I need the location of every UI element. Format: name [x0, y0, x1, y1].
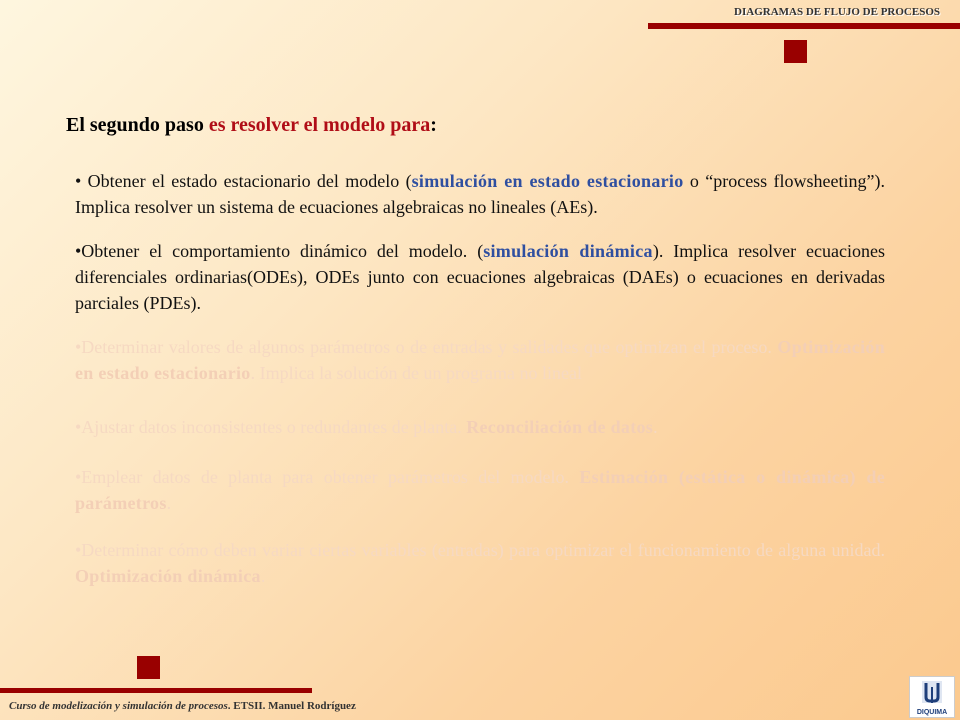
- bullet-text: •Determinar valores de algunos parámetros o de entradas y salidades que optimizan el proceso.: [75, 337, 778, 357]
- bullet-text: o “process flowsheeting”). Implica resolver un sistema de ecuaciones algebraicas no lineales (AEs).: [75, 171, 885, 217]
- bullet-dynamic: [75, 238, 885, 316]
- decorative-square-bottom: [137, 656, 160, 679]
- bullet-term: Reconciliación de datos: [466, 417, 654, 437]
- bullet-text: ). Implica resolver ecuaciones diferenciales ordinarias(ODEs), ODEs junto con ecuaciones algebraicas (DAEs) o ecuaciones en derivadas parciales (PDEs).: [75, 241, 885, 313]
- bullet-term: simulación dinámica: [483, 241, 653, 261]
- footer-bar: [0, 688, 312, 693]
- footer-author: . ETSII. Manuel Rodríguez: [227, 700, 356, 712]
- bullet-steady-state: [75, 168, 885, 220]
- heading-part1: El segundo paso: [66, 114, 209, 136]
- bullet-text: •Ajustar datos inconsistentes o redundantes de planta.: [75, 417, 467, 437]
- footer-course: Curso de modelización y simulación de procesos: [9, 700, 228, 712]
- diquima-logo: [909, 676, 955, 718]
- decorative-square-top: [784, 40, 807, 63]
- bullet-text: .: [166, 493, 172, 513]
- diquima-logo-icon: [910, 677, 954, 707]
- footer-credit: [9, 700, 356, 712]
- bullet-text: . Implica la solución de un programa no lineal: [250, 363, 582, 383]
- bullet-term: simulación en estado estacionario: [411, 171, 684, 191]
- bullet-optimization: [75, 334, 885, 386]
- bullet-text: .: [653, 417, 658, 437]
- logo-text: DIQUIMA: [916, 709, 948, 716]
- bullet-text: • Obtener el estado estacionario del modelo (: [75, 171, 412, 191]
- bullet-parameter-estimation: [75, 464, 885, 516]
- bullet-reconciliation: [75, 414, 885, 440]
- bullet-text: •Determinar cómo deben variar ciertas variables (entradas) para optimizar el funcionamiento de alguna unidad.: [75, 540, 885, 560]
- bullet-text: •Emplear datos de planta para obtener parámetros del modelo.: [75, 467, 580, 487]
- bullet-text: .: [260, 566, 266, 586]
- header-title: DIAGRAMAS DE FLUJO DE PROCESOS: [734, 6, 940, 18]
- heading-part3: :: [430, 114, 437, 136]
- heading-part2: es resolver el modelo para: [208, 114, 431, 136]
- bullet-text: •Obtener el comportamiento dinámico del modelo. (: [75, 241, 484, 261]
- header-bar: [648, 23, 960, 29]
- bullet-term: Optimización dinámica: [75, 566, 261, 586]
- bullet-term: Optimización en estado estacionario: [75, 337, 885, 383]
- bullet-term: Estimación (estática o dinámica) de parámetros: [75, 467, 885, 513]
- bullet-dynamic-optimization: [75, 537, 885, 589]
- slide-heading: [66, 114, 437, 137]
